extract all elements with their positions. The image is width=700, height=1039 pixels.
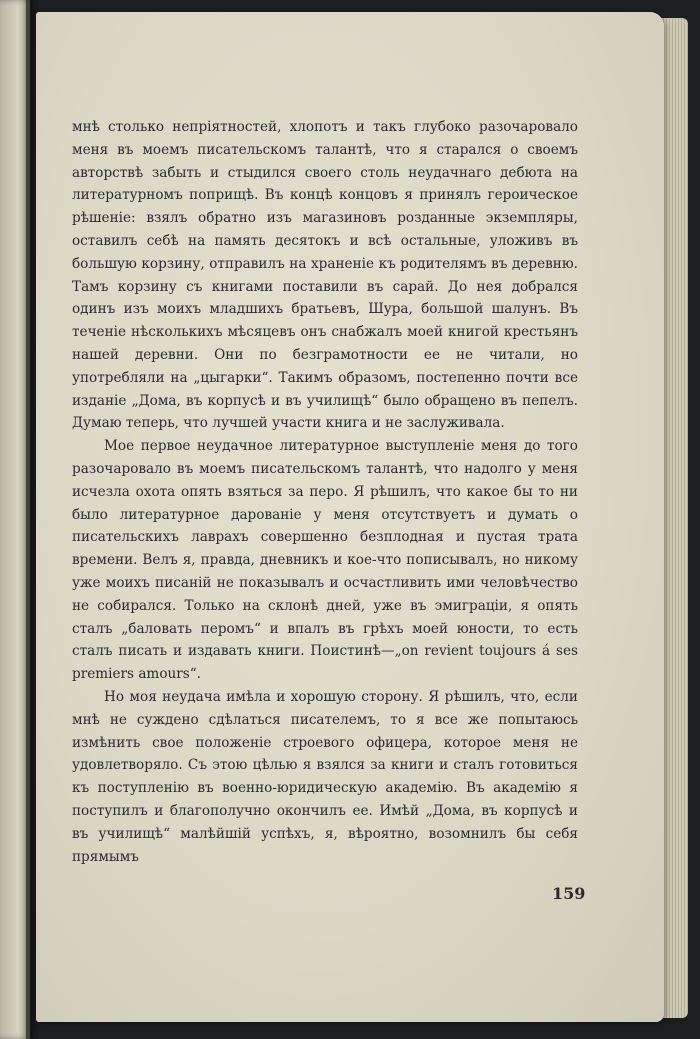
paragraph-3: Но моя неудача имѣла и хорошую сторону. Я рѣшилъ, что, если мнѣ не суждено сдѣлаться писателемъ, то я все же попытаюсь измѣнить свое положеніе строевого офицера, которое меня не удовлетворяло. Съ этою цѣлью я взялся за книги и сталъ готовиться къ поступленію въ военно-юридическую академію. Въ академію я поступилъ и благополучно окончилъ ее. Имѣй „Дома, въ корпусѣ и въ училищѣ“ малѣйшій успѣхъ, я, вѣроятно, возомнилъ бы себя прямымъ xyxy=(72,688,578,865)
paragraph-1: мнѣ столько непріятностей, хлопотъ и такъ глубоко разочаровало меня въ моемъ писательскомъ талантѣ, что я старался о своемъ авторствѣ забыть и стыдился своего столь неудачнаго дебюта на литературномъ поприщѣ. Въ концѣ концовъ я принялъ героическое рѣшеніе: взялъ обратно изъ магазиновъ розданные экземпляры, оставилъ себѣ на память десятокъ и всѣ остальные, уложивъ въ большую корзину, отправилъ на храненіе къ родителямъ въ деревню. Тамъ корзину съ книгами поставили въ сарай. До нея добрался одинъ изъ моихъ младшихъ братьевъ, Шура, большой шалунъ. Въ теченіе нѣсколькихъ мѣсяцевъ онъ снабжалъ моей книгой крестьянъ нашей деревни. Они по безграмотности ее не читали, но употребляли на „цыгарки“. Такимъ образомъ, постепенно почти все изданіе „Дома, въ корпусѣ и въ училищѣ“ было обращено въ пепелъ. Думаю теперь, что лучшей участи книга и не заслуживала. xyxy=(72,119,578,432)
page-number: 159 xyxy=(552,884,586,903)
paragraph-2: Мое первое неудачное литературное выступленіе меня до того разочаровало въ моемъ писательскомъ талантѣ, что надолго у меня исчезла охота опять взяться за перо. Я рѣшилъ, что какое бы то ни было литературное дарованіе у меня отсутствуетъ и думать о писательскихъ лаврахъ совершенно безплодная и пустая трата времени. Велъ я, правда, дневникъ и кое-что пописывалъ, но никому уже моихъ писаній не показывалъ и осчастливить ими человѣчество не собирался. Только на склонѣ дней, уже въ эмиграціи, я опять сталъ „баловать перомъ“ и впалъ въ грѣхъ моей юности, то есть сталъ писать и издавать книги. Поистинѣ—„on revient toujours á ses premiers amours“. xyxy=(72,438,578,683)
page-body-text xyxy=(72,116,578,868)
book-page xyxy=(36,12,664,1022)
